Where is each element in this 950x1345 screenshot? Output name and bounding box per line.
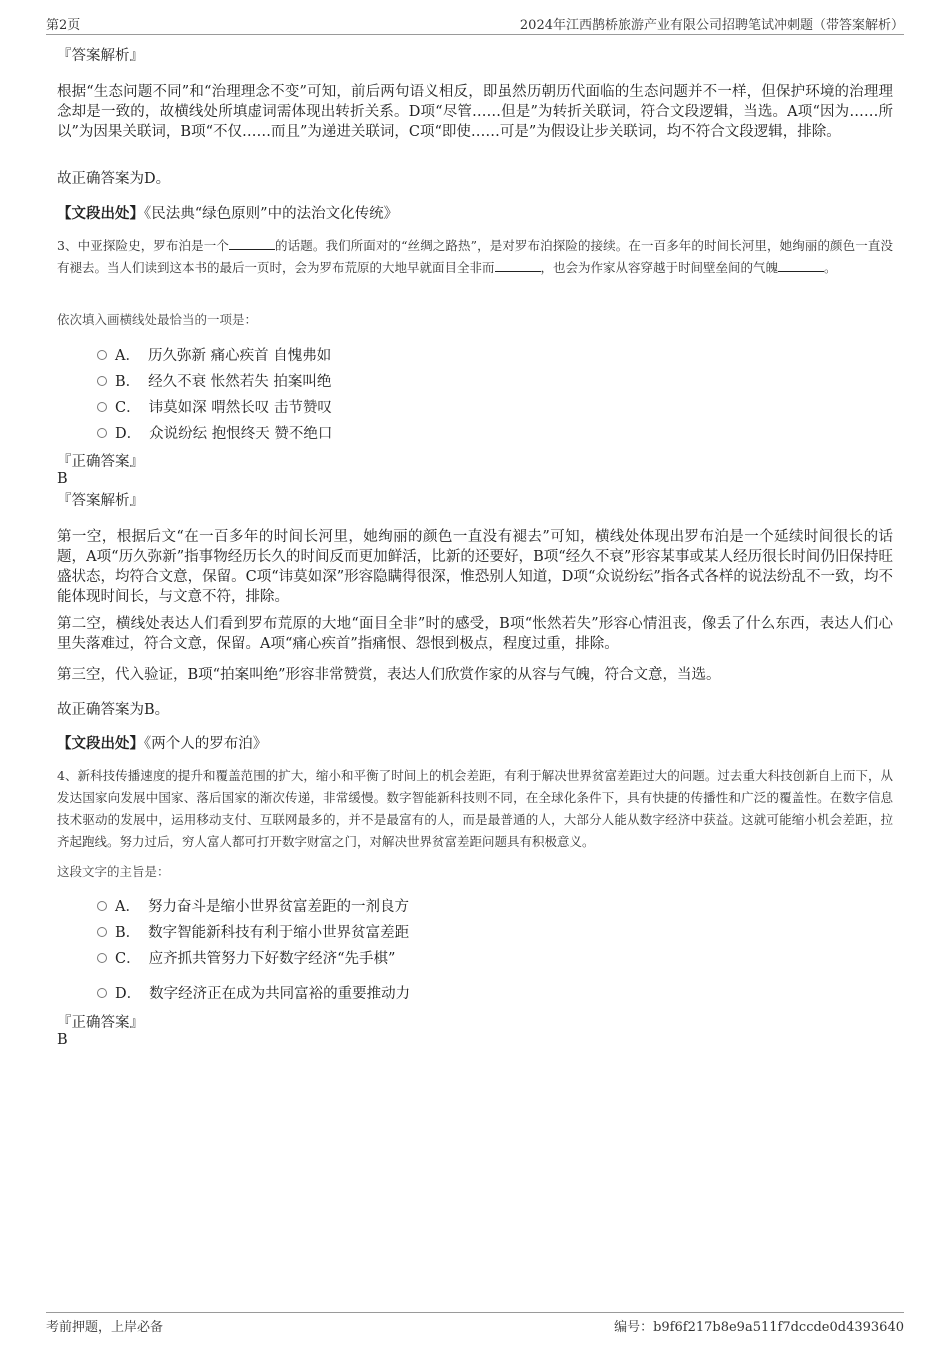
radio-icon[interactable]: [97, 953, 107, 963]
q4-option-c[interactable]: [97, 950, 395, 968]
document-title: 2024年江西鹊桥旅游产业有限公司招聘笔试冲刺题（带答案解析）: [519, 18, 904, 33]
q3-analysis-1: 第一空，根据后文“在一百多年的时间长河里，她绚丽的颜色一直没有褪去”可知，横线处体现出罗布泊是一个延续时间很长的话题，A项“历久弥新”指事物经历长久的时间反而更加鲜活，比新的还要好，B项“经久不衰”形容某事或某人经历很长时间仍旧保持旺盛状态，均符合文意，保留。C项“讳莫如深”形容隐瞒得很深，惟恐别人知道，D项“众说纷纭”指各式各样的说法纷乱不一致，均不能体现时间长，与文意不符，排除。: [57, 529, 893, 605]
q4-answer: B: [57, 1032, 68, 1048]
q3-blank-1: [229, 237, 275, 250]
q3-option-d[interactable]: [97, 425, 332, 443]
q3-stem-part-2: 的话题。我们所面对的“丝绸之路热”，是对罗布泊探险的接续。在一百多年的时间长河里，她绚丽的颜色一直没有褪去。当人们读到这本书的最后一页时，会为罗布荒原的大地早就面目全非而: [57, 238, 893, 275]
radio-icon[interactable]: [97, 988, 107, 998]
q3-analysis-3: 第三空，代入验证，B项“拍案叫绝”形容非常赞赏，表达人们欣赏作家的从容与气魄，符合文意，当选。: [57, 667, 721, 683]
q2-analysis-text: 根据“生态问题不同”和“治理理念不变”可知，前后两句语义相反，即虽然历朝历代面临的生态问题并不一样，但保护环境的治理理念却是一致的，故横线处所填虚词需体现出转折关系。D项“尽管……但是”为转折关联词，符合文段逻辑，当选。A项“因为……所以”为因果关联词，B项“不仅……而且”为递进关联词，C项“即使……可是”为假设让步关联词，均不符合文段逻辑，排除。: [57, 84, 893, 140]
radio-icon[interactable]: [97, 428, 107, 438]
option-letter: D．: [115, 986, 142, 1002]
option-text: 应齐抓共管努力下好数字经济“先手棋”: [148, 951, 396, 967]
radio-icon[interactable]: [97, 350, 107, 360]
option-letter: D．: [115, 426, 142, 442]
option-text: 众说纷纭 抱恨终天 赞不绝口: [149, 426, 333, 442]
q4-stem: 4、新科技传播速度的提升和覆盖范围的扩大，缩小和平衡了时间上的机会差距，有利于解决世界贫富差距过大的问题。过去重大科技创新自上而下，从发达国家向发展中国家、落后国家的渐次传递，非常缓慢。数字智能新科技则不同，在全球化条件下，具有快捷的传播性和广泛的覆盖性。在数字信息技术驱动的发展中，运用移动支付、互联网最多的，并不是最富有的人，而是最普通的人，大部分人能从数字经济中获益。这就可能缩小机会差距，拉齐起跑线。努力过后，穷人富人都可打开数字财富之门，对解决世界贫富差距问题具有积极意义。: [57, 768, 893, 849]
page-number: 第2页: [46, 18, 81, 33]
q3-source: [57, 734, 893, 754]
q3-stem: [57, 235, 893, 279]
q4-option-b[interactable]: [97, 924, 409, 942]
option-letter: A．: [115, 348, 140, 364]
q3-answer: B: [57, 471, 68, 487]
radio-icon[interactable]: [97, 901, 107, 911]
q2-source-tag: 【文段出处】: [57, 205, 144, 222]
option-text: 讳莫如深 喟然长叹 击节赞叹: [148, 400, 332, 416]
option-text: 努力奋斗是缩小世界贫富差距的一剂良方: [147, 899, 409, 915]
q2-analysis-label: 『答案解析』: [57, 48, 144, 64]
option-letter: B．: [115, 925, 141, 941]
option-text: 数字智能新科技有利于缩小世界贫富差距: [148, 925, 410, 941]
q3-option-c[interactable]: [97, 399, 332, 417]
q3-stem-part-1: 3、中亚探险史，罗布泊是一个: [57, 238, 229, 253]
footer-slogan: 考前押题，上岸必备: [46, 1320, 164, 1335]
page-header: [46, 14, 904, 35]
q3-blank-3: [778, 259, 824, 272]
option-text: 经久不衰 怅然若失 拍案叫绝: [148, 374, 332, 390]
option-text: 数字经济正在成为共同富裕的重要推动力: [149, 986, 411, 1002]
q3-source-text: 《两个人的罗布泊》: [144, 736, 268, 752]
q3-source-tag: 【文段出处】: [57, 735, 144, 752]
radio-icon[interactable]: [97, 402, 107, 412]
q3-option-b[interactable]: [97, 373, 331, 391]
radio-icon[interactable]: [97, 927, 107, 937]
q4-option-a[interactable]: [97, 898, 409, 916]
q3-stem-part-4: 。: [824, 260, 837, 275]
q3-answer-label: 『正确答案』: [57, 454, 144, 470]
q3-analysis-2: 第二空，横线处表达人们看到罗布荒原的大地“面目全非”时的感受，B项“怅然若失”形容心情沮丧，像丢了什么东西，表达人们心里失落难过，符合文意，保留。A项“痛心疾首”指痛恨、怨恨到极点，程度过重，排除。: [57, 616, 893, 652]
q3-analysis-label: 『答案解析』: [57, 493, 144, 509]
q4-answer-label: 『正确答案』: [57, 1015, 144, 1031]
q3-stem-part-3: ，也会为作家从容穿越于时间壁垒间的气魄: [540, 260, 779, 275]
radio-icon[interactable]: [97, 376, 107, 386]
option-letter: B．: [115, 374, 141, 390]
option-letter: C．: [115, 400, 141, 416]
q4-prompt: 这段文字的主旨是：: [57, 864, 170, 879]
q3-blank-2: [495, 259, 541, 272]
q3-prompt: 依次填入画横线处最恰当的一项是：: [57, 312, 258, 327]
q3-conclusion: 故正确答案为B。: [57, 702, 170, 718]
q3-option-a[interactable]: [97, 347, 331, 365]
q2-source: [57, 204, 893, 224]
option-letter: C．: [115, 951, 141, 967]
page-footer: [46, 1312, 904, 1338]
option-letter: A．: [115, 899, 140, 915]
option-text: 历久弥新 痛心疾首 自愧弗如: [147, 348, 332, 364]
q4-option-d[interactable]: [97, 985, 410, 1003]
q2-source-text: 《民法典“绿色原则”中的法治文化传统》: [144, 206, 399, 222]
q2-conclusion: 故正确答案为D。: [57, 171, 171, 187]
document-id: 编号：b9f6f217b8e9a511f7dccde0d4393640: [614, 1320, 904, 1335]
